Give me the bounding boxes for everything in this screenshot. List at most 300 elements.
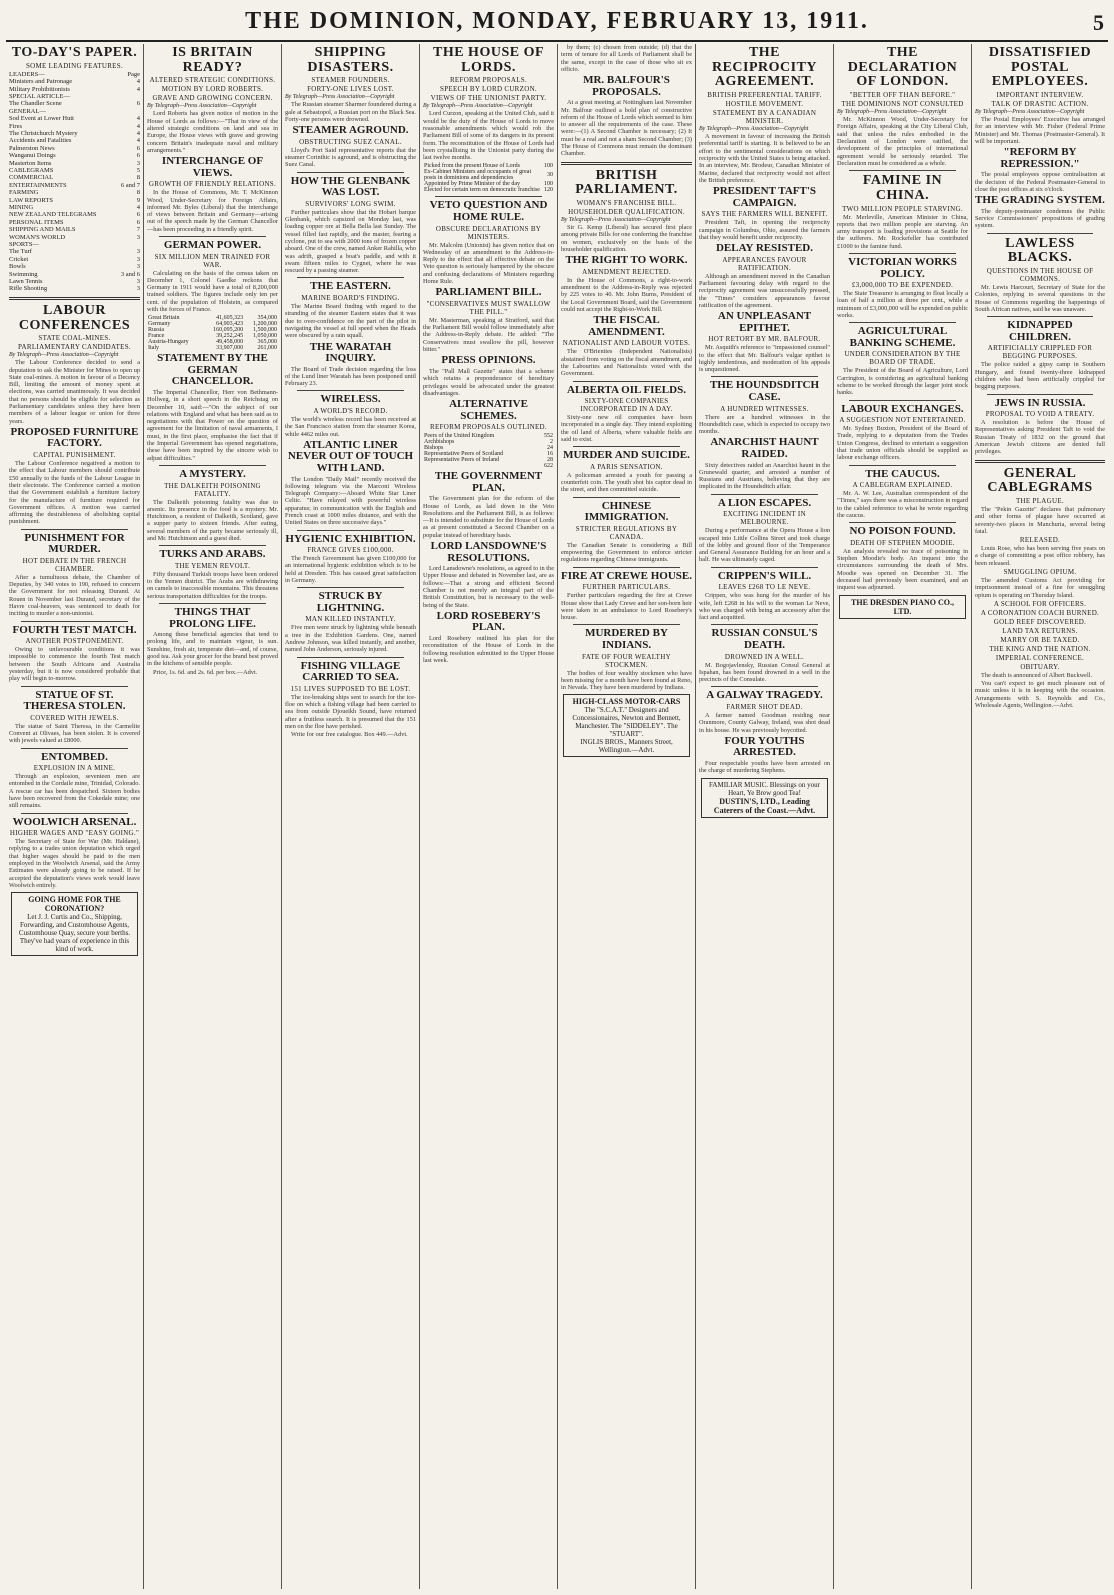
article-heading: PRESS OPINIONS.: [441, 354, 536, 367]
article-heading: AN UNPLEASANT EPITHET.: [717, 310, 812, 334]
subheading: STEAMER FOUNDERS.: [311, 76, 390, 85]
article-heading: FISHING VILLAGE CARRIED TO SEA.: [300, 659, 401, 684]
byline: By Telegraph—Press Association—Copyright: [147, 103, 257, 110]
subheading: ARTIFICIALLY CRIPPLED FOR BEGGING PURPOSES.: [987, 344, 1093, 361]
article-body: Fifty thousand Turkish troops have been ordered to the Yemen district. The Arabs are withdrawing on camels to inaccessible mountains. This threatens serious transportation difficulties for the troops.: [147, 570, 278, 600]
ad-heading: HIGH-CLASS MOTOR-CARS: [572, 697, 681, 707]
index-page: 9: [136, 196, 140, 204]
index-row: [9, 263, 140, 270]
article-body: Mr. Masterman, speaking at Stratford, said that the Parliament Bill would follow immediately after the Address-in-Reply debate. He added: "The Conservatives must swallow the pill, however bitter.": [423, 316, 554, 354]
subheading: HOSTILE MOVEMENT.: [725, 100, 804, 109]
index-entry: GENERAL—: [9, 107, 46, 115]
index-entry: Fires: [9, 122, 22, 130]
article-heading: WOOLWICH ARSENAL.: [12, 815, 137, 828]
article-body: Mr. McKinnon Wood, Under-Secretary for Foreign Affairs, speaking at the City Liberal Club, said that unless the rules embodied in the Declaration of London were ratified, the development of the principles of international agreement would be seriously retarded. The Declaration must be considered as a whole.: [837, 116, 968, 167]
index-entry: Accidents and Fatalities: [9, 137, 72, 145]
article-heading: CHINESE IMMIGRATION.: [584, 499, 669, 524]
index-row: [9, 108, 140, 115]
advertisement: [11, 892, 138, 956]
index-page: 3: [136, 248, 140, 256]
table-cell: 100: [544, 181, 553, 188]
subheading: MARINE BOARD'S FINDING.: [301, 294, 400, 303]
article-body: After a tumultuous debate, the Chamber of Deputies, by 340 votes to 190, refused to concern the Government for not releasing Durand. At Rouen in November last Durand, secretary of the Havre coal-heavers, was sentenced to death for inciting to murder a non-unionist.: [9, 573, 140, 618]
table-cell: 1,050,000: [253, 333, 277, 340]
divider: [297, 657, 404, 658]
article-body: The statue of Saint Theresa, in the Carmelite Convent at Olivaes, has been stolen. It is covered with jewels valued at £8000.: [9, 722, 140, 745]
index-page: 5: [136, 166, 140, 174]
table-cell: 354,000: [257, 315, 277, 322]
article-body: The Government plan for the reform of the House of Lords, as laid down in the Veto Resolutions and the Parliament Bill, is as follows:—It is intended to substitute for the House of Lords as at present constituted a Second Chamber on a popular instead of hereditary basis.: [423, 495, 554, 539]
index-row: [9, 100, 140, 107]
index-entry: Lawn Tennis: [9, 278, 43, 286]
index-row: [9, 152, 140, 159]
article-body: The Russian steamer Sharmer foundered during a gale at Sebastopol, a Russian port on the Black Sea. Forty-one persons were drowned.: [285, 101, 416, 123]
table-cell: 64,903,423: [216, 321, 244, 328]
subheading: OBITUARY.: [1020, 662, 1060, 671]
article-body: In the House of Commons, Mr. T. McKinnon Wood, Under-Secretary for Foreign Affairs, informed Mr. Byles (Liberal) that the interchange of views between Britain and Germany—arising out of the speech made by the German Chancellor—has been proceeding in a friendly spirit.: [147, 189, 278, 233]
index-row: [9, 93, 140, 100]
advertisement: [701, 778, 828, 818]
subheading: APPEARANCES FAVOUR RATIFICATION.: [722, 255, 807, 272]
article-body: The ice-breaking ships sent to search for the ice-floe on which a fishing village had been carried to sea from outside Djoueikh Sound, have returned after a fruitless search. It is presumed that the 151 men on the floe have perished.: [285, 693, 416, 730]
divider: [849, 253, 956, 254]
divider: [9, 297, 140, 300]
index-row: [9, 167, 140, 174]
article-body: A resolution is before the House of Representatives asking President Taft to void the Russian Treaty of 1832 on the ground that American Jewish citizens are denied full privileges.: [975, 419, 1105, 456]
divider: [849, 465, 956, 466]
article-heading: FAMINE IN CHINA.: [862, 173, 943, 203]
index-page: [130, 108, 140, 115]
table-cell: Italy: [148, 345, 159, 352]
table-cell: 365,000: [257, 339, 277, 346]
ad-heading: GOING HOME FOR THE CORONATION?: [28, 895, 121, 914]
article-heading: THE HOUSE OF LORDS.: [432, 45, 545, 75]
subheading: FATE OF FOUR WEALTHY STOCKMEN.: [582, 652, 671, 669]
index-page: 3: [136, 285, 140, 293]
subheading: A HUNDRED WITNESSES.: [720, 404, 809, 413]
article-body: Crippen, who was hung for the murder of his wife, left £268 in his will to the woman Le Neve, who was charged with being an accessory after the fact and acquitted.: [699, 592, 830, 622]
table-row: [423, 187, 554, 193]
subheading: LAND TAX RETURNS.: [1002, 626, 1078, 635]
subheading: SAYS THE FARMERS WILL BENEFIT.: [701, 210, 828, 219]
article-body: Further particulars regarding the fire at Crewe House show that Lady Crewe and her son-born heir were taken in an ambulance to Lord Rosebery's house.: [561, 592, 692, 622]
table-cell: France: [148, 333, 165, 340]
index-row: [9, 78, 140, 85]
article-body: The amended Customs Act providing for imprisonment instead of a fine for smuggling opium is operating on Thursday Island.: [975, 577, 1105, 599]
article-heading: ALTERNATIVE SCHEMES.: [449, 398, 528, 422]
divider: [711, 686, 818, 687]
subheading: A CABLEGRAM EXPLAINED.: [852, 481, 953, 490]
article-heading: ATLANTIC LINER NEVER OUT OF TOUCH WITH LAND.: [287, 438, 414, 475]
subheading: HOUSEHOLDER QUALIFICATION.: [568, 208, 685, 217]
article-body: A movement in favour of increasing the British preferential tariff is starting. It is believed to be an effort to the sentimental considerations on which reciprocity with the United States is being attacked. In an interview, Mr. Brodeur, Canadian Minister of Marine, declared that reciprocity would not affect the British preference.: [699, 133, 830, 184]
article-heading: IS BRITAIN READY?: [172, 45, 253, 75]
article-body: Sixty-one new oil companies have been incorporated in a single day. They intend exploiting the oil land of Alberta, where valuable fields are said to exist.: [561, 414, 692, 443]
subheading: A CORONATION COACH BURNED.: [980, 608, 1100, 617]
table-cell: 622: [544, 463, 553, 470]
article-heading: VICTORIAN WORKS POLICY.: [848, 256, 957, 280]
table-cell: 160,095,200: [213, 327, 244, 334]
divider: [849, 322, 956, 323]
table-cell: 39,252,245: [216, 333, 244, 340]
index-entry: SPORTS—: [9, 241, 39, 249]
subheading: IMPORTANT INTERVIEW.: [996, 91, 1084, 100]
article-body: The Secretary of State for War (Mr. Haldane), replying to a trades union deputation which urged that higher wages should be paid to the men employed in the Woolwich Arsenal, said the Army Estimates were already going to be raised. If he accepted the deputation's views work would leave Woolwich entirely.: [9, 838, 140, 889]
divider: [297, 277, 404, 278]
table-cell: Germany: [148, 321, 171, 328]
table-cell: 24: [547, 445, 553, 452]
divider: [21, 621, 128, 622]
article-heading: FOURTH TEST MATCH.: [12, 623, 137, 636]
index-entry: Palmerston News: [9, 144, 55, 152]
table-cell: 41,605,323: [216, 315, 244, 322]
index-entry: COMMERCIAL: [9, 174, 54, 182]
subheading: FORTY-ONE LIVES LOST.: [307, 85, 394, 94]
subheading: GOLD REEF DISCOVERED.: [993, 617, 1087, 626]
table-cell: 1,200,000: [253, 321, 277, 328]
article-body: Louis Rose, who has been serving five years on a charge of committing a post office robbery, has been released.: [975, 545, 1105, 567]
index-page: 4: [136, 78, 140, 86]
article-body: Sir G. Kemp (Liberal) has secured first place among private Bills for one conferring the franchise on women, exclusively on the basis of the householder qualification.: [561, 224, 692, 253]
index-entry: MINING: [9, 204, 34, 211]
subheading: PROPOSAL TO VOID A TREATY.: [985, 410, 1095, 419]
index-row: [9, 137, 140, 144]
index-row: [9, 174, 140, 181]
index-entry: Wanganui Doings: [9, 152, 56, 160]
divider: [573, 497, 680, 498]
index-page: 4: [136, 115, 140, 123]
index-page: 6: [136, 152, 140, 160]
article-body: The world's wireless record has been received at the San Francisco station from the steamer Korea, while 4462 miles out.: [285, 416, 416, 438]
subheading: THE DOMINIONS NOT CONSULTED: [841, 100, 964, 109]
index-row: [9, 189, 140, 196]
army-table: [147, 315, 278, 351]
divider: [159, 603, 266, 604]
index-entry: PERSONAL ITEMS: [9, 218, 64, 226]
article-heading: THE RECIPROCITY AGREEMENT.: [711, 45, 818, 90]
subheading: THE KING AND THE NATION.: [989, 644, 1091, 653]
article-heading: THINGS THAT PROLONG LIFE.: [169, 606, 256, 630]
subheading: SIX MILLION MEN TRAINED FOR WAR.: [154, 252, 271, 269]
divider: [711, 567, 818, 568]
divider: [573, 446, 680, 447]
article-body: The O'Brienites (Independent Nationalists) abstained from voting on the fiscal amendment, and the Labourites and Nationalists voted with the Government.: [561, 348, 692, 378]
article-heading: FIRE AT CREWE HOUSE.: [561, 569, 693, 582]
article-body: The postal employees oppose centralisation at the decision of the Federal Postmaster-General to close the post offices at six o'clock.: [975, 171, 1105, 193]
table-cell: Representative Peers of Ireland: [424, 457, 500, 464]
article-heading: LORD ROSEBERY'S PLAN.: [436, 609, 541, 634]
index-page: 3: [136, 233, 140, 241]
index-page: 4: [136, 122, 140, 130]
article-body: The Labour Conference negatived a motion to the effect that Labour members should contribute £50 annually to the funds of the Labour League in their electorate. The Conference carried a motion that the Government establish a furniture factory for the manufacture of furniture required for Government offices. A motion was carried affirming the desirableness of abolishing capital punishment.: [9, 460, 140, 526]
index-entry: WOMAN'S WORLD: [9, 233, 66, 241]
index-row: [9, 241, 140, 248]
byline: By Telegraph—Press Association—Copyright: [9, 352, 119, 359]
table-cell: Russia: [148, 327, 165, 334]
article-heading: PUNISHMENT FOR MURDER.: [24, 531, 125, 556]
subheading: THE YEMEN REVOLT.: [174, 561, 251, 570]
table-cell: Representative Peers of Scotland: [424, 451, 504, 458]
subheading: TALK OF DRASTIC ACTION.: [991, 100, 1089, 109]
index-entry: The Turf: [9, 248, 32, 256]
table-cell: [423, 463, 538, 469]
article-heading: STEAMER AGROUND.: [292, 124, 409, 137]
index-entry: SPECIAL ARTICLE—: [9, 92, 70, 100]
index-page: 6: [136, 211, 140, 219]
table-cell: 2: [550, 439, 553, 446]
index-page: 6: [136, 100, 140, 108]
article-heading: VETO QUESTION AND HOME RULE.: [429, 199, 548, 223]
ad-footer: Write for our free catalogue. Box 449.—Advt.: [291, 731, 408, 739]
article-heading: WIRELESS.: [320, 393, 381, 406]
article-body: Lord Curzon, speaking at the United Club, said it would be the duty of the House of Lords to move reasonable amendments which would rob the Parliament Bill of some of its dangers in its present form. The reconstitution of the House of Lords had been crystallising in the Unionist party during the last twelve months.: [423, 110, 554, 162]
article-heading: PROPOSED FURNITURE FACTORY.: [10, 425, 139, 450]
article-heading: THE CAUCUS.: [865, 467, 940, 480]
ad-footer: Price, 1s. 6d. and 2s. 6d. per box.—Advt.: [153, 668, 258, 676]
article-body: by them; (c) chosen from outside; (d) that the term of tenure for all Lords of Parliament shall be the same, except in the case of those who sit ex officio.: [561, 44, 692, 73]
index-entry: FARMING: [9, 189, 39, 197]
article-heading: STATUE OF ST. THERESA STOLEN.: [23, 688, 126, 713]
article-heading: NO POISON FOUND.: [849, 525, 956, 538]
article-heading: PARLIAMENT BILL.: [435, 286, 542, 299]
index-entry: Masterton Items: [9, 159, 52, 167]
index-page: 6: [136, 144, 140, 152]
article-body: The police raided a gipsy camp in Southern Hungary, and found twenty-three kidnapped children who had been artificially crippled for begging purposes.: [975, 361, 1105, 391]
table-cell: 33,907,000: [216, 345, 244, 352]
subheading: RELEASED.: [1019, 536, 1061, 545]
subheading: THE DALKEITH POISONING FATALITY.: [164, 481, 261, 498]
article-heading: SHIPPING DISASTERS.: [307, 45, 394, 75]
table-cell: Appointed by Prime Minister of the day: [424, 181, 520, 188]
article-heading: A MYSTERY.: [179, 467, 246, 480]
subheading: GRAVE AND GROWING CONCERN.: [152, 94, 273, 103]
article-heading: THE GOVERNMENT PLAN.: [434, 470, 543, 494]
article-heading: THE GRADING SYSTEM.: [975, 194, 1105, 207]
divider: [711, 494, 818, 495]
index-page: 3: [136, 263, 140, 271]
divider: [159, 545, 266, 546]
subheading: OBSCURE DECLARATIONS BY MINISTERS.: [435, 224, 542, 241]
subheading: HIGHER WAGES AND "EASY GOING.": [9, 829, 140, 838]
todays-paper-heading: TO-DAY'S PAPER.: [11, 45, 138, 60]
article-heading: THE WARATAH INQUIRY.: [309, 340, 392, 365]
index-entry: Cricket: [9, 255, 29, 263]
table-cell: 552: [544, 433, 553, 440]
article-body: Mr. Merleville, American Minister in China, reports that two million people are starving. An army transport is loading provisions at Seattle for the sufferers. Mr. Rockefeller has contributed £1000 to the famine fund.: [837, 213, 968, 250]
subheading: A PARIS SENSATION.: [590, 462, 663, 471]
article-body: Five men were struck by lightning while beneath a tree in the Exhibition Gardens. One, named Andrew Johnson, was killed instantly, and another, named John Anderson, seriously injured.: [285, 624, 416, 654]
index-page: 4: [136, 129, 140, 137]
chamber-table: [423, 163, 554, 193]
table-cell: Bishops: [424, 445, 444, 452]
subheading: A SUGGESTION NOT ENTERTAINED.: [839, 416, 966, 425]
article-body: There are a hundred witnesses in the Houndsditch case, which is expected to occupy two months.: [699, 413, 830, 436]
subheading: LEAVES £268 TO LE NEVE.: [718, 583, 811, 592]
subheading: ALTERED STRATEGIC CONDITIONS.: [149, 76, 276, 85]
index-page: 3: [136, 159, 140, 167]
subheading: THE PLAGUE.: [1015, 496, 1065, 505]
article-body: A farmer named Goodman residing near Oranmore, County Galway, Ireland, was shot dead in his house. He was previously boycotted.: [699, 712, 830, 734]
advertisement: [563, 694, 690, 757]
divider: [297, 172, 404, 173]
article-body: Further particulars show that the Hobart barque Glenbank, which capsized on Monday last, was loading copper ore at Bella Bella last Sunday. The vessel filled fast rapidly, and the master, fearing a cyclone, put to sea with 2000 tons of frozen copper aboard. One of the crew, named Anker Rahilla, who was adrift, grasped a boat's paddle, and with it swam fifteen miles to Cygnet, where he was rescued by a passing steamer.: [285, 208, 416, 275]
article-heading: THE FISCAL AMENDMENT.: [588, 314, 665, 338]
article-heading: ANARCHIST HAUNT RAIDED.: [710, 436, 819, 460]
subheading: COVERED WITH JEWELS.: [30, 713, 119, 722]
divider: [987, 394, 1093, 395]
index-entry: The Chandler Scene: [9, 100, 62, 108]
index-row: [9, 123, 140, 130]
column-4: [420, 44, 558, 1589]
article-body: The Board of Trade decision regarding the loss of the Lund liner Waratah has been postponed until February 23.: [285, 365, 416, 388]
article-body: Sixty detectives raided an Anarchist haunt in the Grunewald quarter, and arrested a number of Russians and Austrians, believing that they are implicated in the Houndsditch affair.: [699, 461, 830, 491]
columns: [6, 44, 1108, 1589]
table-cell: 16: [547, 451, 553, 458]
divider: [573, 381, 680, 382]
index-entry: CABLEGRAMS: [9, 166, 54, 174]
ad-footer: You can't expect to get much pleasure out of music unless it is in keeping with the occasion. Arrangements with S. Reynolds and Co., Wholesale Agents, Wellington.—Advt.: [975, 680, 1105, 710]
byline: By Telegraph—Press Association—Copyright: [561, 217, 671, 224]
masthead: [6, 6, 1108, 42]
index-row: [9, 234, 140, 241]
table-row: [423, 463, 554, 469]
divider: [987, 233, 1093, 234]
article-heading: MURDER AND SUICIDE.: [563, 449, 690, 462]
index-row: [9, 197, 140, 204]
ad-body: FAMILIAR MUSIC. Blessings on your Heart, Ye Brew good Tea!: [709, 780, 820, 797]
index-row: [9, 219, 140, 226]
subheading: "CONSERVATIVES MUST SWALLOW THE PILL.": [426, 299, 551, 316]
table-cell: Elected for certain term on democratic franchise: [424, 187, 540, 194]
article-heading: PRESIDENT TAFT'S CAMPAIGN.: [712, 185, 816, 209]
article-body: The "Pekin Gazette" declares that pulmonary and other forms of plague have occurred at seventy-two places in Manchuria, several being fatal.: [975, 505, 1105, 535]
ad-body: Let J. J. Curtis and Co., Shipping, Forwarding, and Customhouse Agents, Customhouse Quay, secure your berths. They've had years of experience in this kind of work.: [18, 913, 131, 954]
todays-paper-sub: SOME LEADING FEATURES.: [25, 61, 124, 70]
article-body: Lloyd's Port Said representative reports that the steamer Corinthic is aground, and is obstructing the Suez Canal.: [285, 146, 416, 169]
subheading: QUESTIONS IN THE HOUSE OF COMMONS.: [986, 267, 1094, 284]
article-body: The "Pall Mall Gazette" states that a scheme which retains a preponderance of hereditary privileges would be advocated under the greatest disadvantages.: [423, 367, 554, 397]
article-heading: STRUCK BY LIGHTNING.: [316, 590, 385, 614]
contents-index: [9, 71, 140, 293]
subheading: VIEWS OF THE UNIONIST PARTY.: [430, 94, 547, 103]
subheading: TWO MILLION PEOPLE STARVING.: [842, 204, 963, 213]
article-heading: CRIPPEN'S WILL.: [717, 569, 812, 582]
article-body: Lord Roberts has given notice of motion in the House of Lords as follows:—"That in view of the altered strategic conditions on land and sea in Europe, the House views with grave and growing concern Britain's inadequate naval and military arrangements.": [147, 110, 278, 154]
article-body: Calculating on the basis of the census taken on December 1, Colonel Gaedke reckons that Germany in 1911 would have a total of 8,200,000 trained soldiers. The figures include only ten per cent. of the population of Holstein, as compared with the forces of France.: [147, 269, 278, 314]
article-body: Mr. Sydney Buxton, President of the Board of Trade, replying to a deputation from the Trades Union Congress, declined to entertain a suggestion that trade union officials should be supplied as labour exchange officers.: [837, 425, 968, 462]
table-cell: Picked from the present House of Lords: [424, 163, 520, 170]
index-row: [9, 226, 140, 233]
index-entry: NEW ZEALAND TELEGRAMS: [9, 211, 97, 219]
subheading: HOT RETORT BY MR. BALFOUR.: [708, 335, 821, 344]
article-body: The Imperial Chancellor, Herr von Bethmann-Hollweg, in a short speech in the Reichstag on December 10, said:—"On the subject of our relations with England and what has been said as to negotiations with that Power on the question of agreement for the limitation of naval armaments, I must, in the first place, emphasise the fact that if the Imperial Government has opened negotiations, these have been inspired by the sincere wish to adjust difficulties.": [147, 389, 278, 462]
article-heading: "REFORM BY REPRESSION.": [1000, 146, 1080, 170]
divider: [159, 465, 266, 466]
divider: [711, 624, 818, 625]
index-entry: SHIPPING AND MAILS: [9, 226, 76, 234]
index-page: 8: [136, 189, 140, 197]
index-row: [9, 86, 140, 93]
article-heading: GERMAN POWER.: [163, 239, 262, 252]
subheading: GROWTH OF FRIENDLY RELATIONS.: [148, 180, 277, 189]
article-body: M. Bogojavlensky, Russian Consul General at Ispahan, has been found drowned in a well in the precincts of the Consulate.: [699, 661, 830, 684]
article-body: The Marine Board finding with regard to the stranding of the steamer Eastern states that it was due to over-confidence on the part of the pilot in navigating the vessel at full speed when the Heads were obscured by a rain squall.: [285, 303, 416, 340]
article-heading: ENTOMBED.: [41, 750, 108, 763]
subheading: STRICTER REGULATIONS BY CANADA.: [575, 524, 678, 541]
byline: By Telegraph—Press Association—Copyright: [423, 103, 533, 110]
article-body: In the House of Commons, a right-to-work amendment to the Address-in-Reply was rejected by 225 votes to 40. Mr. John Burns, President of the Local Government Board, said the Government could not accept the Right-to-Work Bill.: [561, 276, 692, 313]
column-7: [834, 44, 972, 1589]
subheading: REFORM PROPOSALS.: [449, 76, 528, 85]
index-page: 3: [136, 255, 140, 263]
article-heading: JEWS IN RUSSIA.: [994, 396, 1086, 409]
article-body: President Taft, in opening the reciprocity campaign in Columbus, Ohio, assured the farmers that they would benefit under reciprocity.: [699, 219, 830, 241]
article-body: During a performance at the Opera House a lion escaped into Little Collins Street and took charge of the lobby and ground floor of the Temperance and General Assurance Building for an hour and a half. He was ultimately caged.: [699, 527, 830, 564]
table-cell: 1,500,000: [253, 327, 277, 334]
article-heading: DISSATISFIED POSTAL EMPLOYEES.: [988, 45, 1092, 90]
article-body: Mr. Asquith's reference to "impassioned counsel" to the effect that Mr. Balfour's vulgar epithet is highly tendentious, and moderation of his appeals is unquestioned.: [699, 344, 830, 374]
table-cell: Ex-Cabinet Ministers and occupants of great posts in dominions and dependencies: [424, 169, 532, 182]
table-cell: 100: [544, 163, 553, 170]
index-entry: ENTERTAINMENTS: [9, 181, 67, 189]
subheading: UNDER CONSIDERATION BY THE BOARD OF TRADE.: [844, 350, 961, 367]
index-page: 3: [136, 278, 140, 286]
article-heading: LABOUR EXCHANGES.: [841, 402, 964, 415]
byline: By Telegraph—Press Association—Copyright: [699, 126, 809, 133]
subheading: HOT DEBATE IN THE FRENCH CHAMBER.: [22, 556, 127, 573]
article-body: Lord Lansdowne's resolutions, as agreed to in the Upper House and debated in November last, are as follows:—That a strong and efficient Second Chamber is not merely an integral part of the British Constitution, but is necessary to the well-being of the State.: [423, 565, 554, 609]
table-cell: Peers of the United Kingdom: [424, 433, 495, 440]
column-6: [696, 44, 834, 1589]
article-body: The Dalkeith poisoning fatality was due to arsenic. Its presence in the food is a mystery. Mr. Hutchinson, a resident of Dalkeith, Scotland, gave a supper party to sixteen friends. After eating, several members of the party became seriously ill, and Mr. Hutchinson and a guest died.: [147, 498, 278, 542]
article-heading: LORD LANSDOWNE'S RESOLUTIONS.: [430, 540, 547, 564]
subheading: A WORLD'S RECORD.: [313, 407, 388, 416]
subheading: EXPLOSION IN A MINE.: [33, 764, 116, 773]
divider: [711, 376, 818, 377]
subheading: A SCHOOL FOR OFFICERS.: [993, 599, 1087, 608]
article-heading: THE EASTERN.: [310, 280, 391, 293]
index-row: [9, 211, 140, 218]
subheading: NATIONALIST AND LABOUR VOTES.: [562, 339, 691, 348]
index-page: 8: [136, 174, 140, 182]
index-page: 4: [136, 204, 140, 211]
article-body: The Canadian Senate is considering a Bill empowering the Government to enforce stricter regulations regarding Chinese immigrants.: [561, 541, 692, 564]
article-body: Although an amendment moved in the Canadian Parliament favouring delay with regard to the reciprocity agreement was unsuccessfully pressed, the "Times" considers appearances favour ratification of the agreement.: [699, 272, 830, 309]
article-body: The Postal Employees' Executive has arranged for an interview with Mr. Fisher (Federal Prime Minister) and Mr. Thomas (Postmaster-General). It will be important.: [975, 116, 1105, 145]
index-row: [9, 115, 140, 122]
index-page: [130, 93, 140, 100]
column-3: [282, 44, 420, 1589]
table-row: [423, 169, 554, 181]
table-cell: 49,458,000: [216, 339, 244, 346]
divider: [21, 686, 128, 687]
index-entry: Military Prohibitionists: [9, 85, 70, 93]
byline: By Telegraph—Press Association—Copyright: [837, 109, 947, 116]
article-body: A policeman arrested a youth for passing a counterfeit coin. The youth shot his captor dead in the street, and then committed suicide.: [561, 471, 692, 494]
article-heading: STATEMENT BY THE GERMAN CHANCELLOR.: [157, 352, 268, 388]
subheading: MOTION BY LORD ROBERTS.: [161, 85, 264, 94]
article-body: The French Government has given £100,000 for an international hygienic exhibition which is to be held at Dresden. This has caused great satisfaction in Germany.: [285, 555, 416, 585]
subheading: 151 LIVES SUPPOSED TO BE LOST.: [290, 684, 411, 693]
index-row: [9, 145, 140, 152]
article-heading: MURDERED BY INDIANS.: [585, 627, 668, 651]
subheading: SMUGGLING OPIUM.: [1003, 568, 1077, 576]
table-cell: 120: [544, 187, 553, 194]
ad-footer: DUSTIN'S, LTD., Leading Caterers of the Coast.—Advt.: [713, 796, 816, 815]
subheading: AMENDMENT REJECTED.: [582, 267, 671, 276]
divider: [435, 196, 542, 197]
table-cell: 28: [547, 457, 553, 464]
